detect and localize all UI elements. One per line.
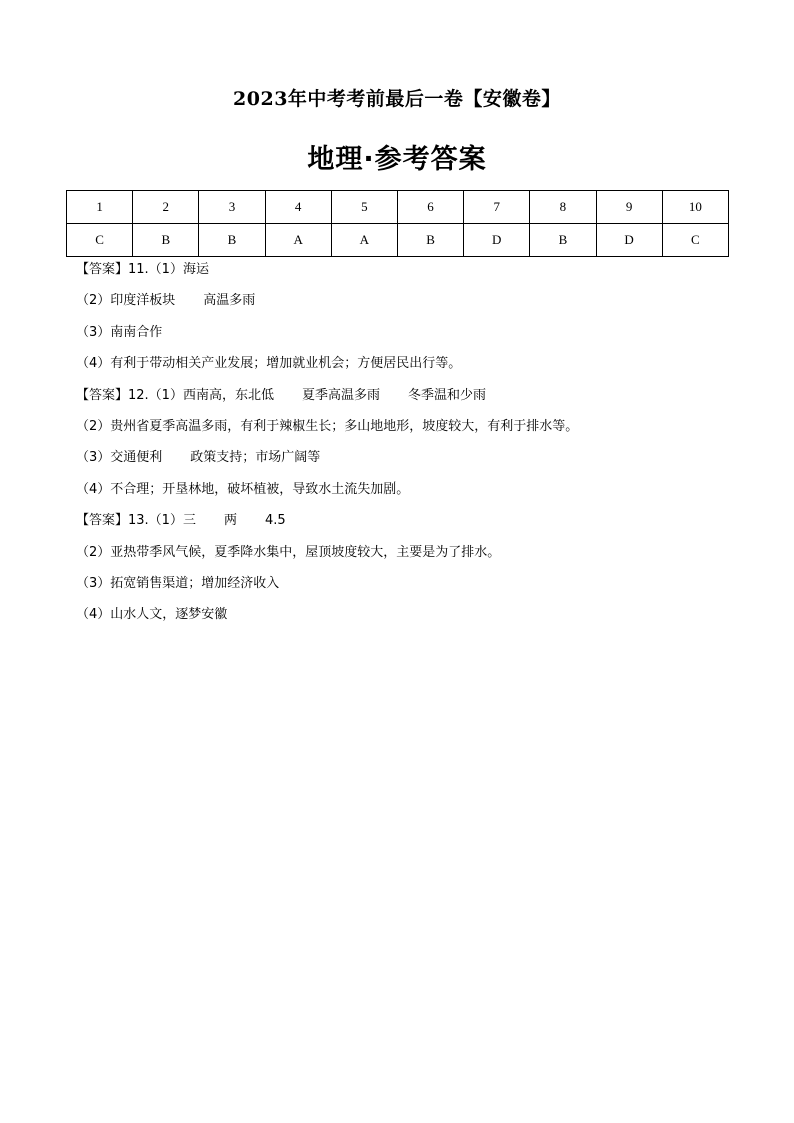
answer-text: （2）印度洋板块 xyxy=(76,293,176,309)
answer-text: 【答案】11.（1）海运 xyxy=(76,262,209,277)
answer-key-heading: 地理·参考答案 xyxy=(307,144,487,175)
answer-letter-cell: B xyxy=(530,224,596,257)
question-number-cell: 10 xyxy=(662,191,728,224)
answer-text: 【答案】12.（1）西南高，东北低 xyxy=(76,387,274,403)
answer-text: （2）亚热带季风气候，夏季降水集中，屋顶坡度较大，主要是为了排水。 xyxy=(76,544,501,560)
answer-letter-cell: D xyxy=(596,224,662,257)
answer-line xyxy=(76,291,736,322)
question-number-cell: 8 xyxy=(530,191,596,224)
answer-line xyxy=(76,323,736,354)
answer-letter-cell: B xyxy=(397,224,463,257)
question-number-cell: 5 xyxy=(331,191,397,224)
answer-text: 两 xyxy=(223,513,237,529)
answer-line xyxy=(76,605,736,636)
question-number-cell: 7 xyxy=(464,191,530,224)
answer-line xyxy=(76,480,736,511)
question-number-cell: 1 xyxy=(67,191,133,224)
answer-text: （4）不合理；开垦林地，破坏植被，导致水土流失加剧。 xyxy=(76,481,410,497)
answer-text: 冬季温和少雨 xyxy=(407,387,486,403)
answer-line xyxy=(76,417,736,448)
answer-text: （4）山水人文，逐梦安徽 xyxy=(76,607,228,623)
answer-text: 政策支持；市场广阔等 xyxy=(190,450,321,466)
answer-text: （4）有利于带动相关产业发展；增加就业机会；方便居民出行等。 xyxy=(76,356,462,372)
answer-line xyxy=(76,354,736,385)
answer-letter-cell: C xyxy=(662,224,728,257)
answer-line xyxy=(76,574,736,605)
answer-letter-cell: C xyxy=(67,224,133,257)
answer-text: （3）拓宽销售渠道；增加经济收入 xyxy=(76,575,280,591)
free-response-answers xyxy=(76,260,736,637)
answer-letter-row xyxy=(67,224,729,257)
question-number-cell: 2 xyxy=(133,191,199,224)
answer-letter-cell: B xyxy=(133,224,199,257)
answer-letter-cell: A xyxy=(265,224,331,257)
answer-text: 夏季高温多雨 xyxy=(301,387,380,403)
answer-line xyxy=(76,448,736,479)
answer-text: 4.5 xyxy=(264,513,286,529)
answer-letter-cell: B xyxy=(199,224,265,257)
answer-text: 【答案】13.（1）三 xyxy=(76,513,196,529)
answer-line xyxy=(76,511,736,542)
answer-line xyxy=(76,386,736,417)
answer-text: （3）南南合作 xyxy=(76,324,163,340)
exam-title: 2023年中考考前最后一卷【安徽卷】 xyxy=(233,88,561,110)
answer-letter-cell: D xyxy=(464,224,530,257)
answer-text: （2）贵州省夏季高温多雨，有利于辣椒生长；多山地地形，坡度较大，有利于排水等。 xyxy=(76,418,579,434)
answer-letter-cell: A xyxy=(331,224,397,257)
question-number-cell: 6 xyxy=(397,191,463,224)
answer-line xyxy=(76,260,736,291)
question-number-cell: 9 xyxy=(596,191,662,224)
answer-text: （3）交通便利 xyxy=(76,450,163,466)
choice-answer-table xyxy=(66,190,729,257)
question-number-cell: 3 xyxy=(199,191,265,224)
question-number-row xyxy=(67,191,729,224)
answer-line xyxy=(76,543,736,574)
answer-text: 高温多雨 xyxy=(203,293,256,309)
question-number-cell: 4 xyxy=(265,191,331,224)
